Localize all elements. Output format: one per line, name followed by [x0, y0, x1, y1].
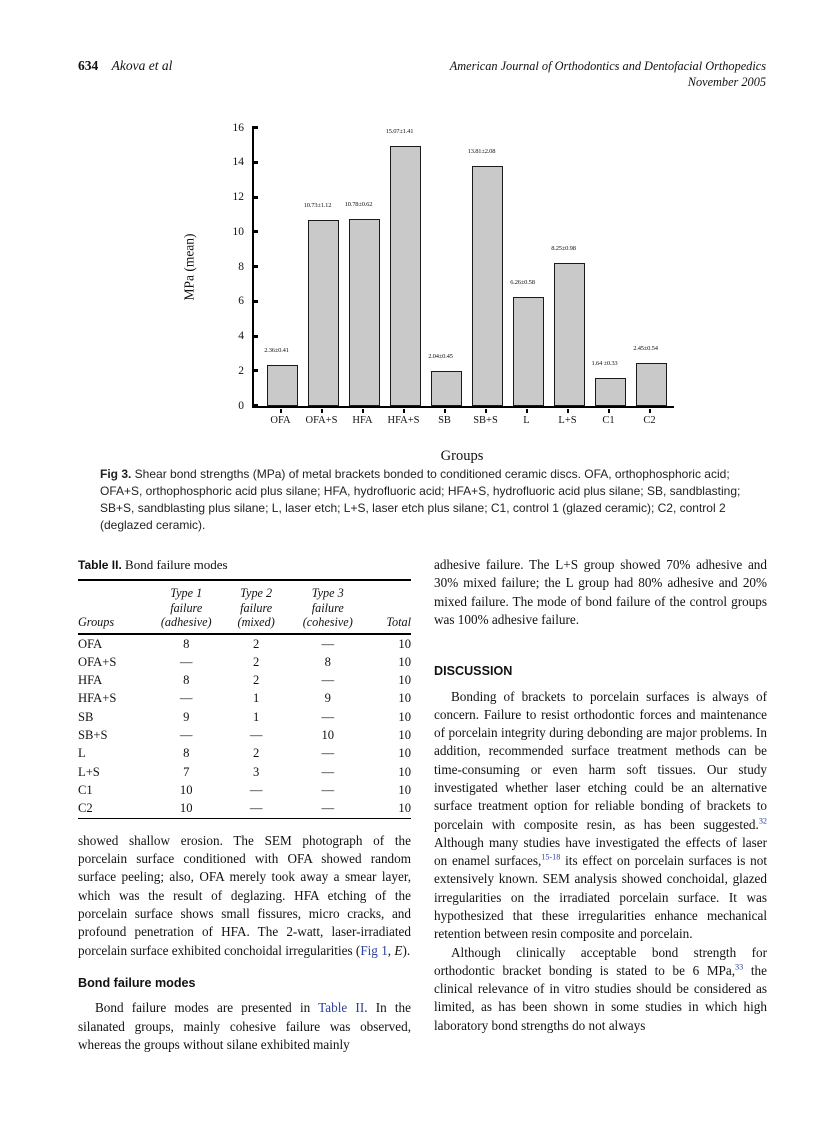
paragraph-sem: [78, 832, 411, 960]
bar-value-label: 6.26±0.58: [510, 279, 535, 287]
bar-value-label: 2.45±0.54: [633, 345, 658, 353]
table-cell-value: —: [321, 801, 335, 816]
bar-value-label: 8.25±0.98: [551, 244, 576, 252]
x-tick-label: HFA: [352, 415, 373, 426]
table-cell-group: HFA: [78, 673, 103, 688]
table-cell-value: 8: [183, 746, 190, 761]
y-axis-title: MPa (mean): [182, 233, 198, 301]
table-cell-value: —: [249, 782, 263, 797]
x-tick-label: L: [523, 415, 530, 426]
x-slot: [470, 409, 501, 426]
x-tick-mark: [567, 409, 569, 413]
y-tick-mark: [252, 300, 258, 303]
x-tick-label: HFA+S: [387, 415, 420, 426]
y-tick-label: 4: [238, 330, 244, 342]
journal-title: American Journal of Orthodontics and Dentofacial Orthopedics: [449, 59, 766, 73]
page-number: 634: [78, 58, 99, 73]
table-label: Table II.: [78, 558, 122, 572]
table-row: [78, 781, 411, 799]
table-cell-value: 2: [253, 654, 260, 669]
text-segment: its effect on porcelain surfaces is not extensively known. SEM analysis showed conchoidal, glazed irregularities on the irradiated porcelain surface. It was hypothesized that these irregularities enhance mechanical retention between resin composite and porcelain.: [434, 853, 767, 942]
table-cell-value: 10: [179, 782, 193, 797]
table-cell-value: —: [321, 673, 335, 688]
body-columns: [78, 556, 766, 1054]
table-cell-value: —: [249, 728, 263, 742]
bar-OFA: [267, 365, 298, 406]
bond-failure-table: [78, 579, 411, 819]
y-tick-label: 6: [238, 295, 244, 308]
bar-L: [513, 297, 544, 406]
y-tick-mark: [252, 335, 258, 338]
bars-container: [254, 128, 674, 406]
table-cell-value: —: [179, 728, 193, 742]
x-slot: [265, 409, 296, 426]
table-cell-value: 1: [253, 709, 260, 724]
paragraph-bond-failure: [78, 999, 411, 1054]
y-tick-label: 10: [232, 225, 244, 238]
table-row: [78, 672, 411, 690]
x-tick-mark: [403, 409, 405, 413]
x-axis-title: Groups: [440, 448, 484, 464]
y-tick-label: 2: [238, 364, 244, 377]
x-tick-label: OFA: [270, 415, 291, 426]
table-cell-value: 10: [398, 654, 411, 669]
reference-link[interactable]: 32: [758, 816, 767, 826]
running-authors: Akova et al: [111, 58, 173, 73]
table-cell-value: 9: [324, 691, 331, 706]
table-cell-value: 10: [179, 801, 193, 816]
x-slot: [388, 409, 419, 426]
table-column-header: Type 1 failure (adhesive): [145, 580, 228, 634]
x-tick-mark: [608, 409, 610, 413]
y-tick-mark: [252, 230, 258, 233]
table-cell-value: —: [179, 691, 193, 706]
text-segment: Although many studies have investigated the effects of laser on enamel surfaces,: [434, 834, 767, 869]
table-cell-value: —: [321, 782, 335, 797]
table-cell-value: 2: [253, 746, 260, 761]
x-tick-label: SB: [438, 415, 451, 426]
x-tick-label: SB+S: [473, 415, 498, 426]
reference-link[interactable]: Fig 1: [360, 942, 388, 958]
table-cell-value: —: [179, 654, 193, 669]
bar-value-label: 2.36±0.41: [264, 347, 289, 354]
table-column-header: Type 3 failure (cohesive): [284, 580, 371, 634]
table-cell-value: 2: [253, 636, 260, 651]
x-axis-ticks: [252, 409, 672, 426]
plot-area: [252, 128, 674, 408]
y-tick-mark: [252, 126, 258, 129]
y-tick-mark: [252, 404, 258, 407]
bar-slot: [467, 128, 503, 406]
table-cell-value: 10: [321, 728, 335, 742]
x-slot: [593, 409, 624, 426]
x-tick-label: C2: [643, 415, 656, 426]
bar-value-label: 2.04±0.45: [428, 352, 453, 360]
y-tick-mark: [252, 369, 258, 372]
bar-slot: [385, 128, 421, 406]
running-head-left: [78, 58, 172, 74]
figure-caption: [100, 466, 760, 534]
y-tick-label: 0: [238, 399, 244, 412]
table-cell-value: 10: [398, 728, 411, 742]
bar-slot: [633, 128, 667, 406]
table-cell-value: —: [321, 709, 335, 724]
text-segment: showed shallow erosion. The SEM photograph of the porcelain surface conditioned with OFA showed random surface peeling; also, OFA merely took away a smear layer, which was the result of deglazing. HFA etching of the porcelain surface shows small fissures, micro cracks, and profound penetration of HFA. The 2-watt, laser-irradiated porcelain surface exhibited conchoidal irregularities (: [78, 832, 411, 958]
text-segment: the clinical relevance of in vitro studies should be considered as limited, as has been shown in some studies in which high laboratory bond strengths do not always: [434, 962, 767, 1033]
figure-caption-text: Shear bond strengths (MPa) of metal brackets bonded to conditioned ceramic discs. OFA, orthophosphoric acid; OFA+S, orthophosphoric acid plus silane; HFA, hydrofluoric acid; HFA+S, hydrofluoric acid plus silane; SB, sandblasting; SB+S, sandblasting plus silane; L, laser etch; L+S, laser etch plus silane; C1, control 1 (glazed ceramic); C2, control 2 (deglazed ceramic).: [100, 467, 741, 533]
table-cell-group: SB+S: [78, 728, 108, 742]
x-slot: [552, 409, 583, 426]
x-slot: [429, 409, 460, 426]
bar-C1: [595, 378, 626, 406]
x-tick-mark: [321, 409, 323, 413]
heading-bond-failure-modes: Bond failure modes: [78, 975, 196, 990]
x-tick-label: OFA+S: [305, 415, 338, 426]
table-cell-value: 2: [253, 673, 260, 688]
bar-value-label: 10.78±0.62: [344, 200, 373, 208]
reference-link[interactable]: 15-18: [541, 852, 561, 862]
x-tick-mark: [649, 409, 651, 413]
table-cell-value: 10: [398, 709, 411, 724]
table-cell-group: OFA: [78, 636, 103, 651]
x-tick-mark: [485, 409, 487, 413]
reference-link[interactable]: Table II: [318, 1000, 365, 1016]
bar-SB+S: [472, 166, 503, 406]
x-tick-mark: [362, 409, 364, 413]
table-cell-value: 8: [183, 636, 190, 651]
table-cell-value: 10: [398, 746, 411, 761]
table-cell-value: 10: [398, 636, 411, 651]
x-slot: [347, 409, 378, 426]
reference-link[interactable]: 33: [735, 962, 744, 972]
bar-C2: [636, 363, 667, 406]
text-segment: ,: [387, 942, 395, 958]
page-header: [78, 58, 766, 90]
table-cell-group: HFA+S: [78, 691, 117, 706]
text-segment: E: [394, 942, 403, 958]
text-segment: . In the silanated groups, mainly cohesive failure was observed, whereas the groups without silane exhibited mainly: [78, 1000, 411, 1052]
table-cell-value: 10: [398, 801, 411, 816]
bar-slot: [551, 128, 585, 406]
text-segment: Bond failure modes are presented in: [95, 1000, 319, 1016]
paragraph-discussion-2: [434, 944, 767, 1035]
bar-chart-fig3: [168, 112, 688, 468]
table-row: [78, 634, 411, 653]
table-cell-value: 10: [398, 673, 411, 688]
table-cell-value: 9: [183, 709, 190, 724]
table-cell-group: C2: [78, 801, 93, 816]
y-tick-label: 14: [232, 156, 244, 169]
table-cell-value: 1: [253, 691, 260, 706]
bar-value-label: 13.81±2.08: [467, 148, 496, 156]
table-row: [78, 763, 411, 781]
x-tick-mark: [444, 409, 446, 413]
table-cell-value: 3: [253, 764, 260, 779]
bar-slot: [510, 128, 544, 406]
y-tick-label: 12: [232, 191, 244, 203]
bar-value-label: 10.73±1.12: [303, 201, 332, 209]
table-cell-value: 7: [183, 764, 190, 779]
bar-slot: [344, 128, 380, 406]
table-title: [78, 556, 411, 574]
table-row: [78, 690, 411, 708]
x-tick-mark: [280, 409, 282, 413]
table-cell-group: SB: [78, 709, 94, 724]
text-segment: Bonding of brackets to porcelain surfaces is always of concern. Failure to resist orthodontic forces and maintenance of porcelain integrity during debonding are major problems. In addition, recommended surface treatment methods can be time-consuming or even harm soft tissues. Our study investigated whether laser etching could be an alternative surface treatment option for reliable bonding of brackets to porcelain with composite resin, as has been suggested.: [434, 688, 767, 832]
table-cell-value: —: [321, 636, 335, 651]
table-row: [78, 726, 411, 744]
y-tick-mark: [252, 196, 258, 199]
table-cell-value: 8: [324, 654, 331, 669]
table-row: [78, 800, 411, 819]
bar-L+S: [554, 263, 585, 406]
text-segment: ).: [402, 942, 411, 958]
table-cell-value: —: [321, 746, 335, 761]
table-cell-value: —: [321, 764, 335, 779]
bar-value-label: 1.64 ±0.33: [591, 359, 618, 367]
table-cell-value: 10: [398, 764, 411, 779]
bar-slot: [591, 128, 626, 406]
y-tick-label: 16: [232, 121, 244, 134]
bar-slot: [303, 128, 339, 406]
y-tick-mark: [252, 265, 258, 268]
heading-discussion: DISCUSSION: [434, 664, 513, 679]
y-tick-mark: [252, 161, 258, 164]
left-column: [78, 556, 411, 1054]
x-slot: [634, 409, 665, 426]
table-cell-value: 10: [398, 782, 411, 797]
table-row: [78, 653, 411, 671]
bar-slot: [264, 128, 298, 406]
x-slot: [511, 409, 542, 426]
x-tick-label: L+S: [558, 415, 577, 426]
table-column-header: Total: [371, 580, 411, 634]
running-head-right: [450, 58, 766, 90]
paragraph-adhesive-failure: adhesive failure. The L+S group showed 70% adhesive and 30% mixed failure; the L group had 80% adhesive and 20% mixed failure. The mode of bond failure of the control groups was 100% adhesive failure.: [434, 557, 767, 627]
table-column-header: Type 2 failure (mixed): [228, 580, 285, 634]
y-tick-label: 8: [238, 260, 244, 273]
x-slot: [306, 409, 337, 426]
table-row: [78, 745, 411, 763]
bar-value-label: 15.07±1.41: [385, 128, 414, 135]
table-cell-group: L: [78, 746, 86, 761]
x-tick-mark: [526, 409, 528, 413]
right-column: [434, 556, 767, 1054]
text-segment: Although clinically acceptable bond strength for orthodontic bracket bonding is stated to be 6 MPa,: [434, 944, 767, 978]
bar-HFA+S: [390, 146, 421, 406]
table-cell-value: —: [249, 801, 263, 816]
table-caption: Bond failure modes: [125, 557, 228, 572]
issue-date: November 2005: [687, 75, 766, 90]
paragraph-discussion-1: [434, 688, 767, 944]
x-tick-label: C1: [602, 415, 615, 426]
table-row: [78, 708, 411, 726]
bar-OFA+S: [308, 220, 339, 406]
table-cell-value: 8: [183, 673, 190, 688]
bar-HFA: [349, 219, 380, 406]
bar-SB: [431, 371, 462, 406]
table-column-header: Groups: [78, 580, 145, 634]
table-cell-group: L+S: [78, 764, 100, 779]
bar-slot: [428, 128, 462, 406]
table-cell-group: OFA+S: [78, 654, 117, 669]
table-cell-value: 10: [398, 691, 411, 706]
figure-label: Fig 3.: [100, 467, 132, 481]
y-axis-ticks: [210, 121, 244, 412]
table-cell-group: C1: [78, 782, 93, 797]
